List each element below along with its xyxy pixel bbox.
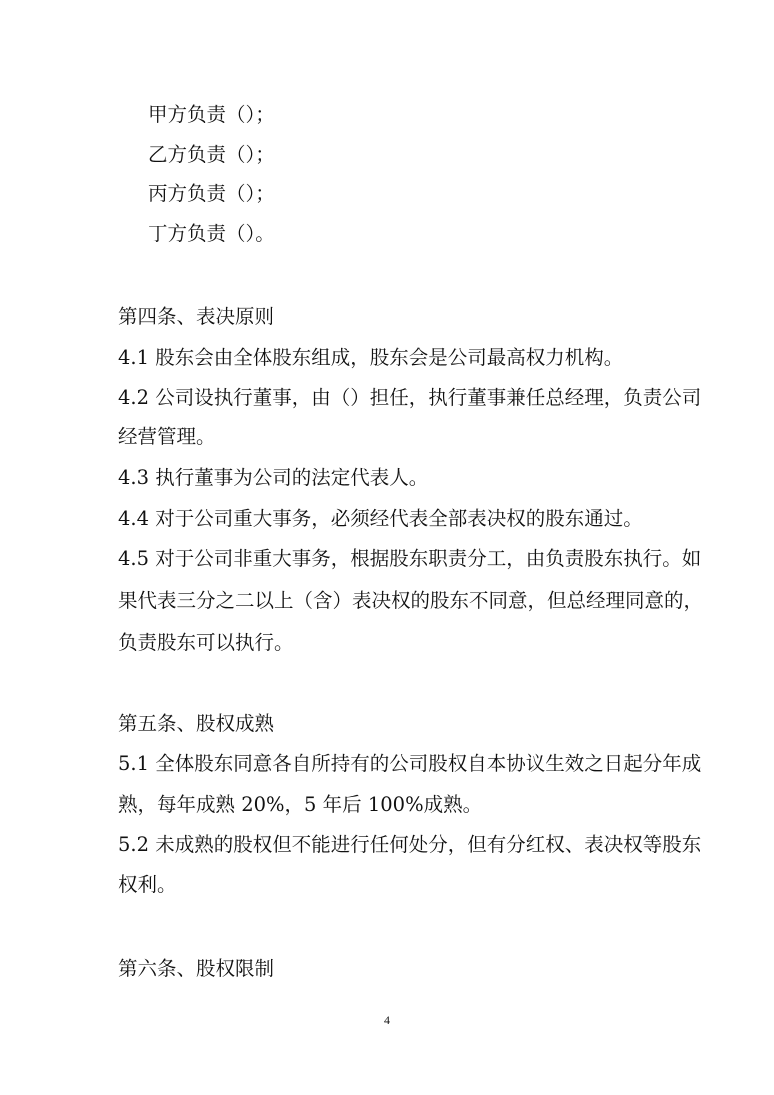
- article5-line: 熟，每年成熟 20%，5 年后 100%成熟。: [118, 793, 483, 816]
- page-number: 4: [384, 1013, 390, 1027]
- article4-line: 4.5 对于公司非重大事务，根据股东职责分工，由负责股东执行。如: [118, 547, 702, 570]
- responsibility-line-b: 乙方负责（）；: [148, 143, 275, 166]
- article5-line: 权利。: [118, 873, 177, 896]
- responsibility-line-a: 甲方负责（）；: [148, 103, 275, 126]
- responsibility-line-d: 丁方负责（）。: [148, 222, 275, 245]
- article4-line: 4.4 对于公司重大事务，必须经代表全部表决权的股东通过。: [118, 507, 643, 530]
- article4-line: 4.1 股东会由全体股东组成，股东会是公司最高权力机构。: [118, 346, 624, 369]
- article5-line: 5.1 全体股东同意各自所持有的公司股权自本协议生效之日起分年成: [118, 752, 702, 775]
- article4-line: 4.3 执行董事为公司的法定代表人。: [118, 466, 429, 489]
- article6-heading: 第六条、股权限制: [118, 957, 275, 980]
- article5-heading: 第五条、股权成熟: [118, 712, 275, 735]
- article4-line: 经营管理。: [118, 425, 216, 448]
- article5-line: 5.2 未成熟的股权但不能进行任何处分，但有分红权、表决权等股东: [118, 833, 702, 856]
- article4-line: 4.2 公司设执行董事，由（）担任，执行董事兼任总经理，负责公司: [118, 386, 702, 409]
- article4-heading: 第四条、表决原则: [118, 305, 275, 328]
- responsibility-line-c: 丙方负责（）；: [148, 182, 275, 205]
- article4-line: 果代表三分之二以上（含）表决权的股东不同意，但总经理同意的，: [118, 589, 704, 612]
- article4-line: 负责股东可以执行。: [118, 631, 294, 654]
